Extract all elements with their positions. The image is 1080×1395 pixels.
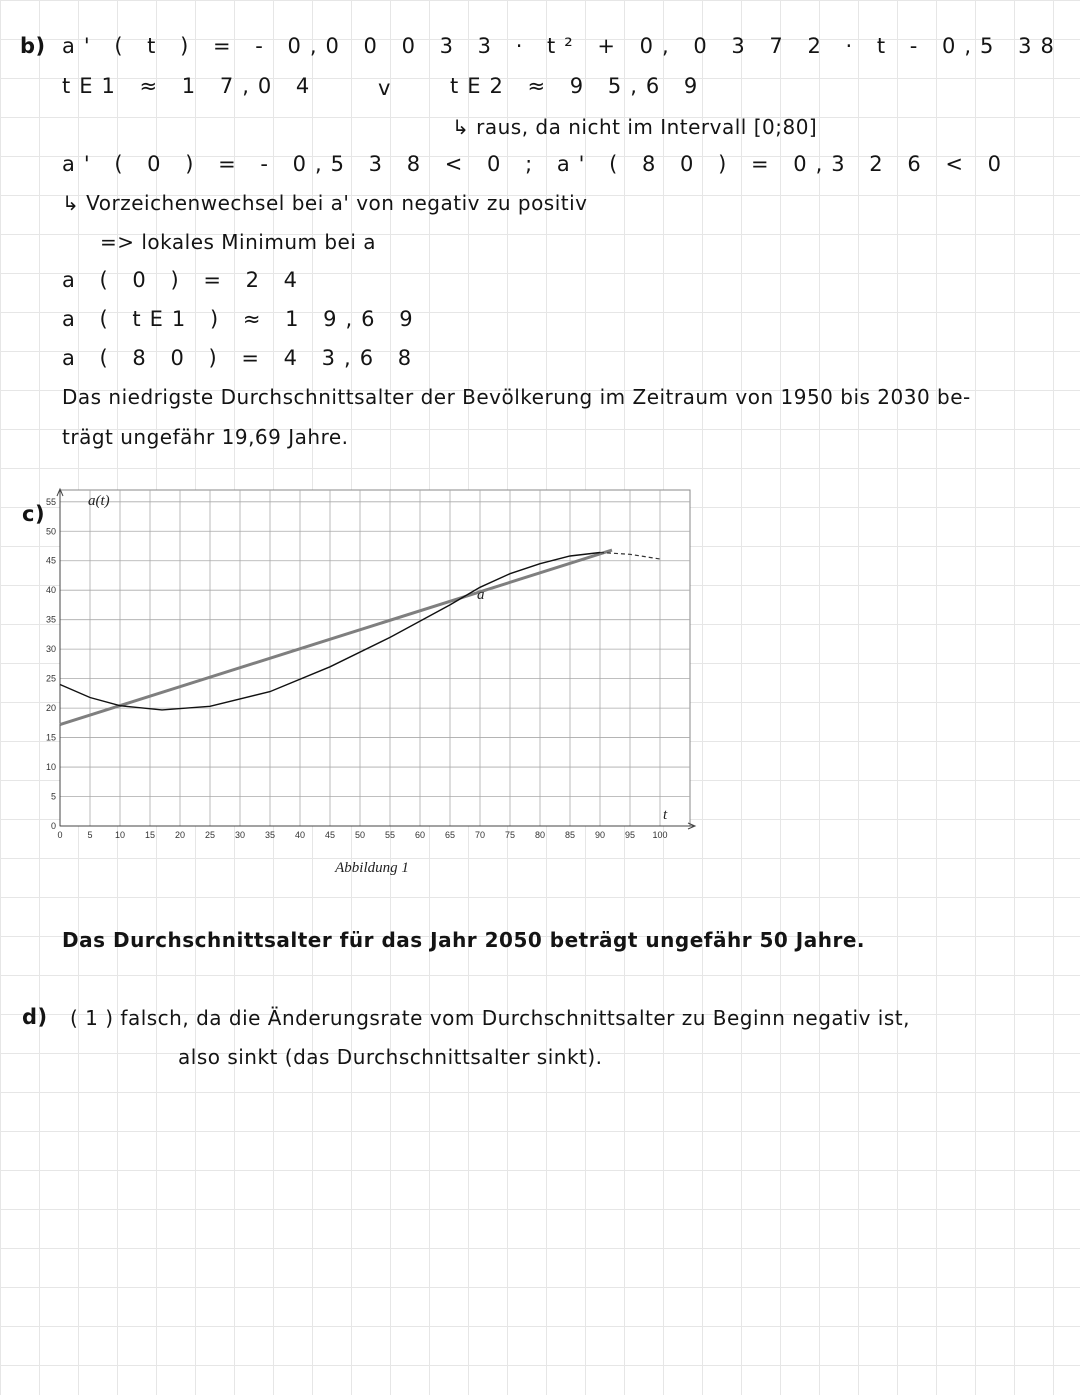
age-chart [25, 483, 705, 883]
y-tick-label: 25 [45, 673, 56, 684]
x-tick-label: 10 [114, 830, 126, 840]
derivative-equation: a' ( t ) = - 0,0 0 0 3 3 · t² + 0, 0 3 7 2 · t - 0,5 38 [62, 34, 1063, 58]
part-b-label: b) [20, 34, 46, 58]
x-tick-label: 35 [264, 830, 276, 840]
x-tick-label: 20 [174, 830, 186, 840]
x-tick-label: 45 [324, 830, 336, 840]
x-tick-label: 85 [564, 830, 576, 840]
y-tick-label: 0 [50, 821, 56, 831]
x-tick-label: 90 [594, 830, 606, 840]
x-tick-label: 60 [414, 830, 426, 840]
part-d-label: d) [22, 1005, 48, 1029]
x-axis-label: t [663, 807, 668, 823]
x-tick-label: 95 [624, 830, 636, 840]
x-tick-label: 65 [444, 830, 456, 840]
or-symbol: v [378, 76, 391, 100]
y-tick-label: 20 [45, 703, 56, 714]
y-tick-label: 35 [45, 614, 56, 625]
part-c-label: c) [22, 502, 46, 526]
value-a-te1: a ( tE1 ) ≈ 1 9,6 9 [62, 307, 422, 331]
y-tick-label: 30 [45, 644, 56, 655]
x-tick-label: 30 [234, 830, 246, 840]
sign-check: a' ( 0 ) = - 0,5 3 8 < 0 ; a' ( 8 0 ) = 0,3 2 6 < 0 [62, 152, 1010, 176]
x-tick-label: 70 [474, 830, 486, 840]
y-tick-label: 50 [45, 526, 56, 537]
part-c-answer: Das Durchschnittsalter für das Jahr 2050 beträgt ungefähr 50 Jahre. [62, 928, 866, 952]
x-tick-label: 80 [534, 830, 546, 840]
value-a-80: a ( 8 0 ) = 4 3,6 8 [62, 346, 421, 370]
part-d-line-2: also sinkt (das Durchschnittsalter sinkt). [178, 1045, 603, 1069]
curve-label: a [477, 587, 485, 604]
x-tick-label: 55 [384, 830, 396, 840]
x-tick-label: 100 [652, 830, 668, 840]
x-tick-label: 40 [294, 830, 306, 840]
extremum-1: tE1 ≈ 1 7,0 4 [62, 74, 319, 98]
extremum-2-excluded-note: ↳ raus, da nicht im Intervall [0;80] [452, 115, 818, 139]
y-tick-label: 15 [45, 732, 56, 743]
conclusion-line-1: Das niedrigste Durchschnittsalter der Bevölkerung im Zeitraum von 1950 bis 2030 be- [62, 385, 971, 409]
y-tick-label: 40 [45, 585, 56, 596]
extremum-2: tE2 ≈ 9 5,6 9 [450, 74, 707, 98]
conclusion-line-2: trägt ungefähr 19,69 Jahre. [62, 425, 349, 449]
x-tick-label: 0 [57, 830, 63, 840]
y-axis-label: a(t) [88, 493, 110, 509]
x-tick-label: 15 [144, 830, 156, 840]
local-minimum-note: => lokales Minimum bei a [100, 230, 377, 254]
y-tick-label: 45 [45, 555, 56, 566]
value-a-0: a ( 0 ) = 2 4 [62, 268, 306, 292]
x-tick-label: 75 [504, 830, 516, 840]
x-tick-label: 5 [87, 830, 93, 840]
plot-frame [60, 490, 690, 826]
y-tick-label: 10 [45, 762, 56, 773]
part-d-line-1: ( 1 ) falsch, da die Änderungsrate vom Durchschnittsalter zu Beginn negativ ist, [70, 1006, 910, 1030]
sign-change-note: ↳ Vorzeichenwechsel bei a' von negativ zu positiv [62, 191, 588, 215]
figure-caption: Abbildung 1 [335, 860, 409, 876]
x-tick-label: 50 [354, 830, 366, 840]
y-tick-label: 5 [50, 791, 56, 802]
y-tick-label: 55 [45, 496, 56, 507]
x-tick-label: 25 [204, 830, 216, 840]
